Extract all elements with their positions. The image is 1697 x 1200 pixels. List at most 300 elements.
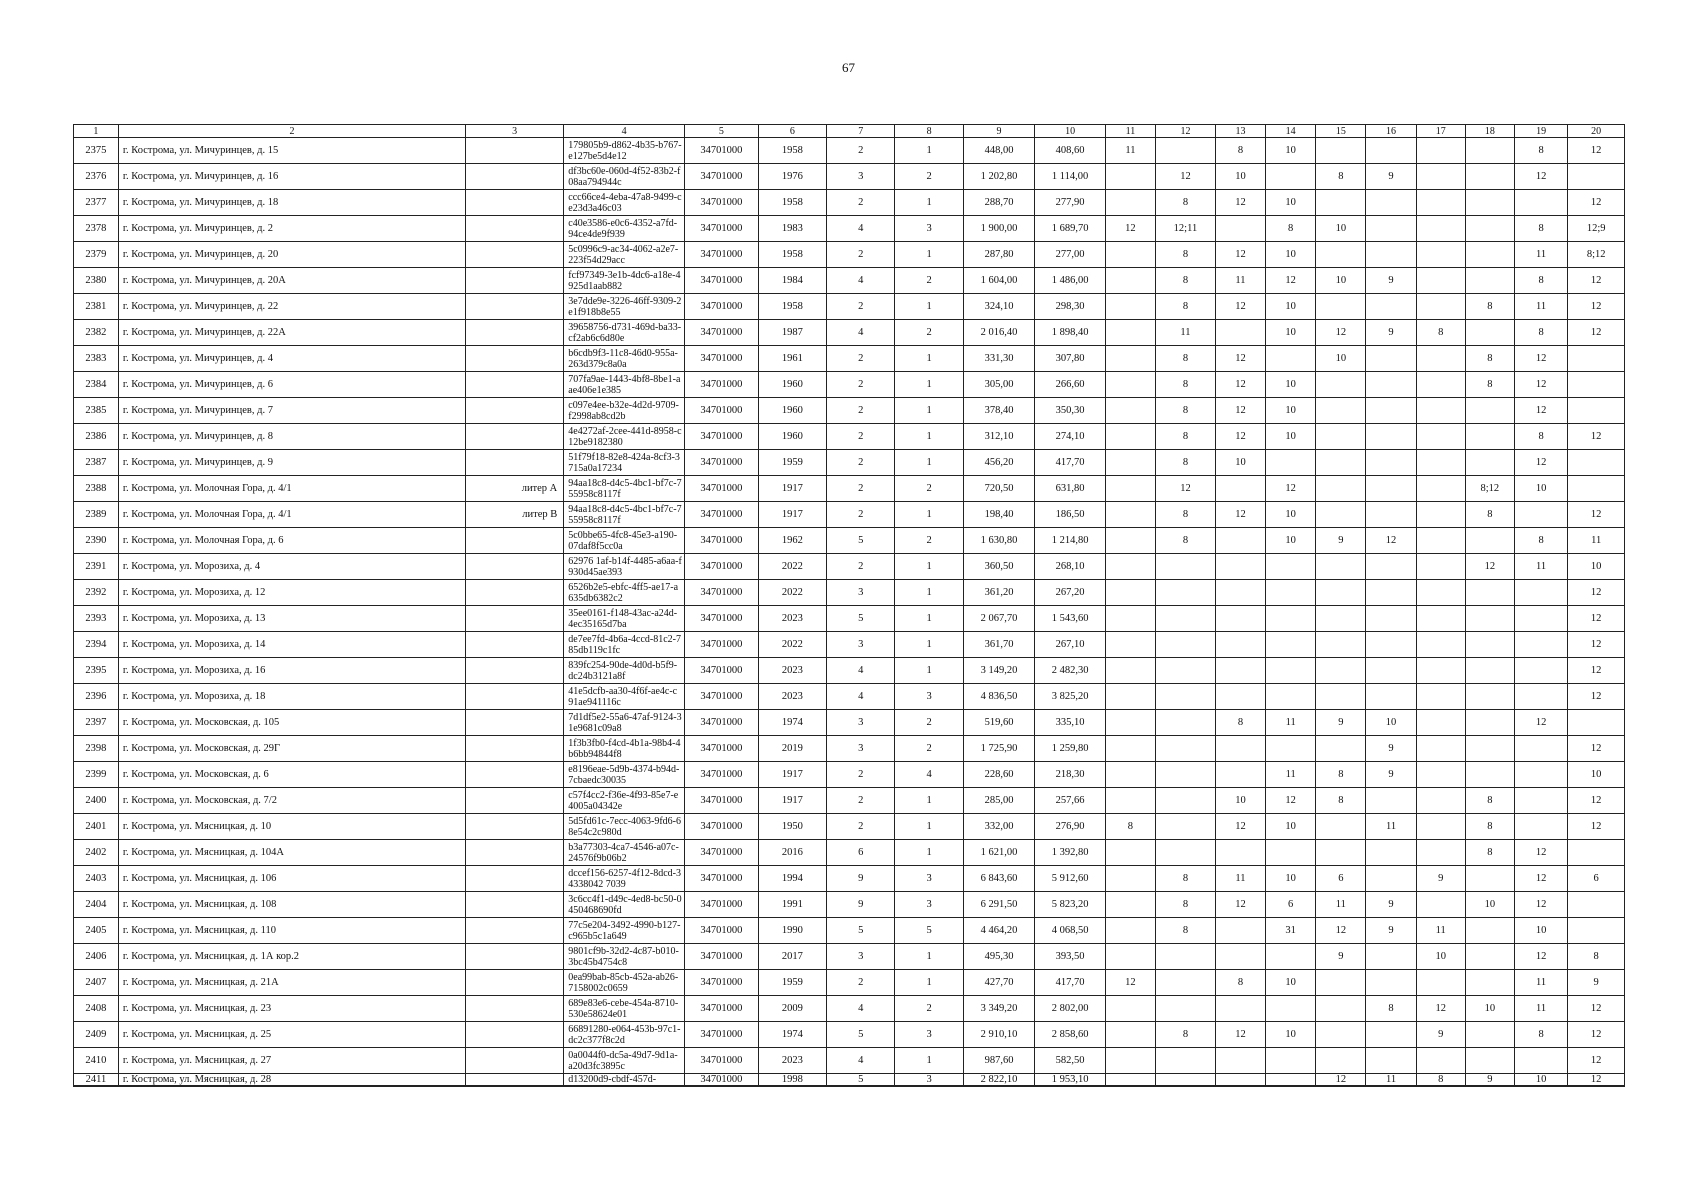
work-column-11-cell	[1105, 632, 1155, 658]
work-column-20-cell	[1568, 346, 1625, 372]
uid-cell: 1f3b3fb0-f4cd-4b1a-98b4-4b6bb94844f8	[564, 736, 685, 762]
row-number-cell: 2376	[74, 164, 119, 190]
letter-cell	[466, 398, 564, 424]
work-column-13-cell	[1215, 320, 1265, 346]
work-column-13-cell: 12	[1215, 346, 1265, 372]
column-header-17: 17	[1416, 125, 1465, 138]
table-row	[74, 996, 1625, 1022]
table-row	[74, 476, 1625, 502]
letter-cell	[466, 190, 564, 216]
work-column-13-cell: 12	[1215, 1022, 1265, 1048]
row-number-cell: 2396	[74, 684, 119, 710]
oktmo-cell: 34701000	[684, 632, 758, 658]
year-cell: 2017	[758, 944, 826, 970]
work-column-19-cell: 10	[1514, 476, 1567, 502]
oktmo-cell: 34701000	[684, 996, 758, 1022]
work-column-16-cell	[1366, 944, 1416, 970]
total-area-cell: 495,30	[963, 944, 1035, 970]
living-area-cell: 267,20	[1035, 580, 1106, 606]
living-area-cell: 1 898,40	[1035, 320, 1106, 346]
entrances-cell: 3	[895, 892, 963, 918]
address-cell: г. Кострома, ул. Мичуринцев, д. 2	[118, 216, 465, 242]
work-column-14-cell	[1266, 554, 1316, 580]
total-area-cell: 1 900,00	[963, 216, 1035, 242]
total-area-cell: 332,00	[963, 814, 1035, 840]
work-column-14-cell: 31	[1266, 918, 1316, 944]
row-number-cell: 2392	[74, 580, 119, 606]
work-column-13-cell	[1215, 996, 1265, 1022]
letter-cell	[466, 632, 564, 658]
oktmo-cell: 34701000	[684, 892, 758, 918]
total-area-cell: 361,70	[963, 632, 1035, 658]
work-column-20-cell: 10	[1568, 554, 1625, 580]
work-column-13-cell: 10	[1215, 450, 1265, 476]
work-column-19-cell: 11	[1514, 294, 1567, 320]
table-row	[74, 554, 1625, 580]
floors-cell: 2	[827, 138, 895, 164]
work-column-12-cell: 8	[1156, 398, 1216, 424]
work-column-13-cell	[1215, 476, 1265, 502]
living-area-cell: 274,10	[1035, 424, 1106, 450]
work-column-19-cell	[1514, 658, 1567, 684]
work-column-18-cell	[1465, 710, 1514, 736]
floors-cell: 5	[827, 528, 895, 554]
entrances-cell: 2	[895, 996, 963, 1022]
total-area-cell: 360,50	[963, 554, 1035, 580]
address-cell: г. Кострома, ул. Морозиха, д. 12	[118, 580, 465, 606]
work-column-15-cell: 12	[1316, 1074, 1366, 1087]
work-column-17-cell: 8	[1416, 1074, 1465, 1087]
work-column-17-cell	[1416, 736, 1465, 762]
letter-cell	[466, 788, 564, 814]
row-number-cell: 2391	[74, 554, 119, 580]
row-number-cell: 2383	[74, 346, 119, 372]
work-column-18-cell	[1465, 528, 1514, 554]
work-column-15-cell	[1316, 476, 1366, 502]
work-column-16-cell	[1366, 476, 1416, 502]
work-column-18-cell	[1465, 216, 1514, 242]
uid-cell: d13200d9-cbdf-457d-	[564, 1074, 685, 1087]
work-column-15-cell	[1316, 372, 1366, 398]
work-column-17-cell	[1416, 294, 1465, 320]
work-column-19-cell	[1514, 788, 1567, 814]
work-column-15-cell: 10	[1316, 346, 1366, 372]
work-column-11-cell	[1105, 892, 1155, 918]
work-column-13-cell	[1215, 216, 1265, 242]
column-header-2: 2	[118, 125, 465, 138]
work-column-11-cell	[1105, 606, 1155, 632]
work-column-20-cell: 12	[1568, 138, 1625, 164]
work-column-17-cell	[1416, 606, 1465, 632]
letter-cell	[466, 164, 564, 190]
uid-cell: 66891280-e064-453b-97c1-dc2c377f8c2d	[564, 1022, 685, 1048]
entrances-cell: 2	[895, 320, 963, 346]
uid-cell: 5c0996c9-ac34-4062-a2e7-223f54d29acc	[564, 242, 685, 268]
work-column-14-cell: 10	[1266, 138, 1316, 164]
oktmo-cell: 34701000	[684, 970, 758, 996]
uid-cell: 41e5dcfb-aa30-4f6f-ae4c-c91ae941116c	[564, 684, 685, 710]
work-column-14-cell: 10	[1266, 528, 1316, 554]
work-column-11-cell	[1105, 658, 1155, 684]
work-column-15-cell	[1316, 554, 1366, 580]
table-row	[74, 216, 1625, 242]
work-column-12-cell: 11	[1156, 320, 1216, 346]
row-number-cell: 2379	[74, 242, 119, 268]
work-column-18-cell	[1465, 580, 1514, 606]
entrances-cell: 5	[895, 918, 963, 944]
year-cell: 2022	[758, 632, 826, 658]
work-column-18-cell	[1465, 424, 1514, 450]
work-column-14-cell	[1266, 944, 1316, 970]
letter-cell	[466, 450, 564, 476]
work-column-15-cell	[1316, 684, 1366, 710]
letter-cell	[466, 320, 564, 346]
work-column-15-cell: 11	[1316, 892, 1366, 918]
address-cell: г. Кострома, ул. Мичуринцев, д. 8	[118, 424, 465, 450]
table-row	[74, 398, 1625, 424]
letter-cell: литер В	[466, 502, 564, 528]
year-cell: 1950	[758, 814, 826, 840]
work-column-13-cell: 12	[1215, 424, 1265, 450]
work-column-14-cell: 10	[1266, 242, 1316, 268]
uid-cell: e8196eae-5d9b-4374-b94d-7cbaedc30035	[564, 762, 685, 788]
uid-cell: 39658756-d731-469d-ba33-cf2ab6c6d80e	[564, 320, 685, 346]
work-column-16-cell: 9	[1366, 320, 1416, 346]
oktmo-cell: 34701000	[684, 762, 758, 788]
work-column-12-cell	[1156, 554, 1216, 580]
work-column-13-cell	[1215, 944, 1265, 970]
column-header-5: 5	[684, 125, 758, 138]
letter-cell	[466, 346, 564, 372]
year-cell: 1960	[758, 398, 826, 424]
work-column-17-cell: 9	[1416, 1022, 1465, 1048]
work-column-20-cell	[1568, 476, 1625, 502]
year-cell: 2022	[758, 580, 826, 606]
work-column-13-cell	[1215, 580, 1265, 606]
total-area-cell: 285,00	[963, 788, 1035, 814]
living-area-cell: 1 486,00	[1035, 268, 1106, 294]
uid-cell: 5c0bbe65-4fc8-45e3-a190-07daf8f5cc0a	[564, 528, 685, 554]
floors-cell: 5	[827, 1022, 895, 1048]
living-area-cell: 257,66	[1035, 788, 1106, 814]
oktmo-cell: 34701000	[684, 866, 758, 892]
total-area-cell: 6 291,50	[963, 892, 1035, 918]
total-area-cell: 2 822,10	[963, 1074, 1035, 1087]
address-cell: г. Кострома, ул. Мичуринцев, д. 15	[118, 138, 465, 164]
work-column-20-cell: 12	[1568, 190, 1625, 216]
work-column-18-cell	[1465, 866, 1514, 892]
address-cell: г. Кострома, ул. Морозиха, д. 4	[118, 554, 465, 580]
table-row	[74, 606, 1625, 632]
address-cell: г. Кострома, ул. Мичуринцев, д. 20А	[118, 268, 465, 294]
oktmo-cell: 34701000	[684, 502, 758, 528]
column-header-11: 11	[1105, 125, 1155, 138]
year-cell: 2022	[758, 554, 826, 580]
living-area-cell: 2 802,00	[1035, 996, 1106, 1022]
entrances-cell: 1	[895, 138, 963, 164]
work-column-17-cell	[1416, 268, 1465, 294]
row-number-cell: 2406	[74, 944, 119, 970]
living-area-cell: 1 543,60	[1035, 606, 1106, 632]
work-column-20-cell: 12	[1568, 424, 1625, 450]
work-column-17-cell	[1416, 242, 1465, 268]
work-column-11-cell	[1105, 372, 1155, 398]
uid-cell: ccc66ce4-4eba-47a8-9499-ce23d3a46c03	[564, 190, 685, 216]
work-column-19-cell: 12	[1514, 450, 1567, 476]
year-cell: 1959	[758, 970, 826, 996]
work-column-16-cell: 9	[1366, 918, 1416, 944]
oktmo-cell: 34701000	[684, 190, 758, 216]
row-number-cell: 2408	[74, 996, 119, 1022]
work-column-20-cell	[1568, 398, 1625, 424]
work-column-15-cell	[1316, 190, 1366, 216]
address-cell: г. Кострома, ул. Мясницкая, д. 23	[118, 996, 465, 1022]
table-row	[74, 242, 1625, 268]
work-column-13-cell: 12	[1215, 892, 1265, 918]
oktmo-cell: 34701000	[684, 450, 758, 476]
work-column-12-cell	[1156, 788, 1216, 814]
table-row	[74, 736, 1625, 762]
work-column-19-cell: 12	[1514, 840, 1567, 866]
letter-cell	[466, 138, 564, 164]
work-column-19-cell: 8	[1514, 268, 1567, 294]
work-column-16-cell	[1366, 294, 1416, 320]
table-row	[74, 944, 1625, 970]
table-row	[74, 710, 1625, 736]
work-column-18-cell: 8	[1465, 372, 1514, 398]
work-column-11-cell: 12	[1105, 216, 1155, 242]
work-column-11-cell	[1105, 1074, 1155, 1087]
work-column-17-cell	[1416, 814, 1465, 840]
work-column-14-cell: 10	[1266, 1022, 1316, 1048]
uid-cell: 179805b9-d862-4b35-b767-e127be5d4e12	[564, 138, 685, 164]
uid-cell: 4e4272af-2cee-441d-8958-c12be9182380	[564, 424, 685, 450]
work-column-16-cell	[1366, 866, 1416, 892]
work-column-12-cell: 12	[1156, 476, 1216, 502]
entrances-cell: 1	[895, 788, 963, 814]
work-column-11-cell	[1105, 346, 1155, 372]
address-cell: г. Кострома, ул. Мичуринцев, д. 22	[118, 294, 465, 320]
uid-cell: 707fa9ae-1443-4bf8-8be1-aae406e1e385	[564, 372, 685, 398]
work-column-14-cell	[1266, 580, 1316, 606]
column-header-15: 15	[1316, 125, 1366, 138]
floors-cell: 4	[827, 658, 895, 684]
work-column-19-cell	[1514, 606, 1567, 632]
year-cell: 1958	[758, 294, 826, 320]
total-area-cell: 3 349,20	[963, 996, 1035, 1022]
work-column-20-cell: 12	[1568, 1022, 1625, 1048]
oktmo-cell: 34701000	[684, 1074, 758, 1087]
work-column-11-cell	[1105, 840, 1155, 866]
work-column-12-cell	[1156, 944, 1216, 970]
work-column-12-cell: 8	[1156, 372, 1216, 398]
address-cell: г. Кострома, ул. Мичуринцев, д. 20	[118, 242, 465, 268]
oktmo-cell: 34701000	[684, 814, 758, 840]
uid-cell: b3a77303-4ca7-4546-a07c-24576f9b06b2	[564, 840, 685, 866]
work-column-18-cell: 9	[1465, 1074, 1514, 1087]
oktmo-cell: 34701000	[684, 918, 758, 944]
oktmo-cell: 34701000	[684, 346, 758, 372]
work-column-11-cell	[1105, 918, 1155, 944]
oktmo-cell: 34701000	[684, 424, 758, 450]
row-number-cell: 2386	[74, 424, 119, 450]
work-column-19-cell: 8	[1514, 1022, 1567, 1048]
work-column-16-cell	[1366, 632, 1416, 658]
work-column-17-cell	[1416, 840, 1465, 866]
work-column-19-cell: 12	[1514, 866, 1567, 892]
letter-cell	[466, 1074, 564, 1087]
total-area-cell: 720,50	[963, 476, 1035, 502]
work-column-16-cell	[1366, 658, 1416, 684]
work-column-11-cell	[1105, 528, 1155, 554]
entrances-cell: 3	[895, 866, 963, 892]
uid-cell: 51f79f18-82e8-424a-8cf3-3715a0a17234	[564, 450, 685, 476]
work-column-16-cell: 9	[1366, 762, 1416, 788]
work-column-18-cell	[1465, 164, 1514, 190]
address-cell: г. Кострома, ул. Морозиха, д. 18	[118, 684, 465, 710]
letter-cell	[466, 580, 564, 606]
work-column-16-cell	[1366, 502, 1416, 528]
letter-cell	[466, 294, 564, 320]
row-number-cell: 2409	[74, 1022, 119, 1048]
work-column-12-cell	[1156, 606, 1216, 632]
work-column-13-cell: 8	[1215, 710, 1265, 736]
work-column-18-cell	[1465, 606, 1514, 632]
floors-cell: 2	[827, 502, 895, 528]
address-cell: г. Кострома, ул. Мясницкая, д. 1А кор.2	[118, 944, 465, 970]
year-cell: 1976	[758, 164, 826, 190]
work-column-11-cell	[1105, 944, 1155, 970]
work-column-20-cell: 12;9	[1568, 216, 1625, 242]
address-cell: г. Кострома, ул. Московская, д. 7/2	[118, 788, 465, 814]
work-column-11-cell	[1105, 554, 1155, 580]
floors-cell: 5	[827, 606, 895, 632]
year-cell: 1960	[758, 424, 826, 450]
work-column-20-cell: 8	[1568, 944, 1625, 970]
column-header-20: 20	[1568, 125, 1625, 138]
table-row	[74, 814, 1625, 840]
work-column-14-cell	[1266, 1048, 1316, 1074]
floors-cell: 2	[827, 814, 895, 840]
table-row	[74, 788, 1625, 814]
column-number-row	[74, 125, 1625, 138]
work-column-13-cell: 12	[1215, 190, 1265, 216]
work-column-20-cell: 8;12	[1568, 242, 1625, 268]
work-column-12-cell: 8	[1156, 918, 1216, 944]
oktmo-cell: 34701000	[684, 320, 758, 346]
year-cell: 1917	[758, 788, 826, 814]
work-column-20-cell: 12	[1568, 736, 1625, 762]
work-column-14-cell	[1266, 606, 1316, 632]
work-column-14-cell	[1266, 346, 1316, 372]
letter-cell	[466, 1022, 564, 1048]
work-column-16-cell	[1366, 840, 1416, 866]
year-cell: 1998	[758, 1074, 826, 1087]
work-column-17-cell: 8	[1416, 320, 1465, 346]
floors-cell: 4	[827, 320, 895, 346]
living-area-cell: 417,70	[1035, 970, 1106, 996]
address-cell: г. Кострома, ул. Мичуринцев, д. 6	[118, 372, 465, 398]
oktmo-cell: 34701000	[684, 242, 758, 268]
work-column-17-cell	[1416, 710, 1465, 736]
address-cell: г. Кострома, ул. Мясницкая, д. 10	[118, 814, 465, 840]
year-cell: 1961	[758, 346, 826, 372]
work-column-18-cell: 8	[1465, 294, 1514, 320]
oktmo-cell: 34701000	[684, 528, 758, 554]
entrances-cell: 4	[895, 762, 963, 788]
work-column-11-cell	[1105, 294, 1155, 320]
floors-cell: 5	[827, 918, 895, 944]
floors-cell: 5	[827, 1074, 895, 1087]
work-column-17-cell	[1416, 762, 1465, 788]
work-column-19-cell: 8	[1514, 320, 1567, 346]
living-area-cell: 350,30	[1035, 398, 1106, 424]
work-column-18-cell	[1465, 320, 1514, 346]
floors-cell: 2	[827, 450, 895, 476]
total-area-cell: 2 016,40	[963, 320, 1035, 346]
work-column-16-cell: 11	[1366, 814, 1416, 840]
work-column-17-cell	[1416, 970, 1465, 996]
floors-cell: 4	[827, 684, 895, 710]
letter-cell	[466, 918, 564, 944]
table-row	[74, 892, 1625, 918]
year-cell: 1974	[758, 710, 826, 736]
year-cell: 1987	[758, 320, 826, 346]
work-column-14-cell: 11	[1266, 762, 1316, 788]
oktmo-cell: 34701000	[684, 710, 758, 736]
work-column-12-cell: 8	[1156, 346, 1216, 372]
work-column-12-cell	[1156, 710, 1216, 736]
work-column-16-cell	[1366, 346, 1416, 372]
work-column-17-cell: 12	[1416, 996, 1465, 1022]
work-column-11-cell: 11	[1105, 138, 1155, 164]
work-column-13-cell: 10	[1215, 788, 1265, 814]
oktmo-cell: 34701000	[684, 216, 758, 242]
work-column-14-cell	[1266, 840, 1316, 866]
year-cell: 1983	[758, 216, 826, 242]
entrances-cell: 1	[895, 606, 963, 632]
work-column-11-cell	[1105, 736, 1155, 762]
table-row	[74, 268, 1625, 294]
year-cell: 1958	[758, 242, 826, 268]
column-header-19: 19	[1514, 125, 1567, 138]
living-area-cell: 186,50	[1035, 502, 1106, 528]
work-column-13-cell	[1215, 606, 1265, 632]
work-column-20-cell: 12	[1568, 814, 1625, 840]
letter-cell	[466, 528, 564, 554]
work-column-16-cell: 9	[1366, 164, 1416, 190]
floors-cell: 2	[827, 424, 895, 450]
table-row	[74, 1048, 1625, 1074]
work-column-15-cell	[1316, 294, 1366, 320]
row-number-cell: 2384	[74, 372, 119, 398]
work-column-16-cell	[1366, 970, 1416, 996]
row-number-cell: 2378	[74, 216, 119, 242]
work-column-16-cell: 9	[1366, 736, 1416, 762]
floors-cell: 2	[827, 190, 895, 216]
uid-cell: 689e83e6-cebe-454a-8710-530e58624e01	[564, 996, 685, 1022]
work-column-11-cell	[1105, 190, 1155, 216]
uid-cell: 3c6cc4f1-d49c-4ed8-bc50-0450468690fd	[564, 892, 685, 918]
living-area-cell: 1 953,10	[1035, 1074, 1106, 1087]
work-column-12-cell	[1156, 1074, 1216, 1087]
entrances-cell: 1	[895, 424, 963, 450]
entrances-cell: 1	[895, 502, 963, 528]
work-column-13-cell: 12	[1215, 242, 1265, 268]
floors-cell: 3	[827, 164, 895, 190]
row-number-cell: 2402	[74, 840, 119, 866]
work-column-18-cell	[1465, 970, 1514, 996]
